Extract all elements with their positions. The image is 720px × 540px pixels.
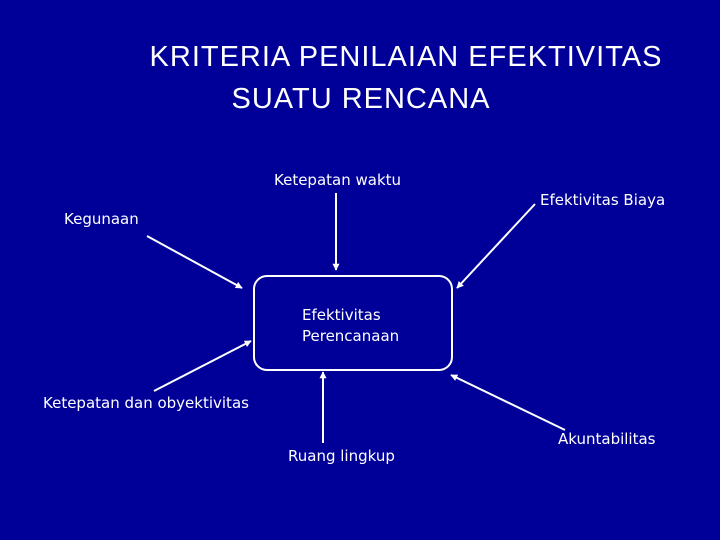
arrow-kegunaan — [147, 236, 242, 288]
label-ruang-lingkup: Ruang lingkup — [288, 447, 395, 465]
label-ketepatan-obyektivitas: Ketepatan dan obyektivitas — [43, 394, 249, 412]
center-label-line-2: Perencanaan — [302, 327, 400, 345]
slide-title-line-1: KRITERIA PENILAIAN EFEKTIVITAS — [149, 41, 663, 73]
center-label — [302, 305, 399, 347]
arrow-ketepatan-obyektivitas — [154, 341, 251, 391]
label-ketepatan-waktu: Ketepatan waktu — [274, 171, 402, 189]
label-kegunaan: Kegunaan — [64, 210, 139, 228]
center-label-line-1: Efektivitas — [302, 306, 381, 324]
label-akuntabilitas: Akuntabilitas — [558, 430, 656, 448]
arrow-akuntabilitas — [451, 375, 565, 430]
label-efektivitas-biaya: Efektivitas Biaya — [540, 191, 666, 209]
slide-title-line-2: SUATU RENCANA — [231, 83, 491, 115]
arrow-efektivitas-biaya — [457, 204, 535, 288]
